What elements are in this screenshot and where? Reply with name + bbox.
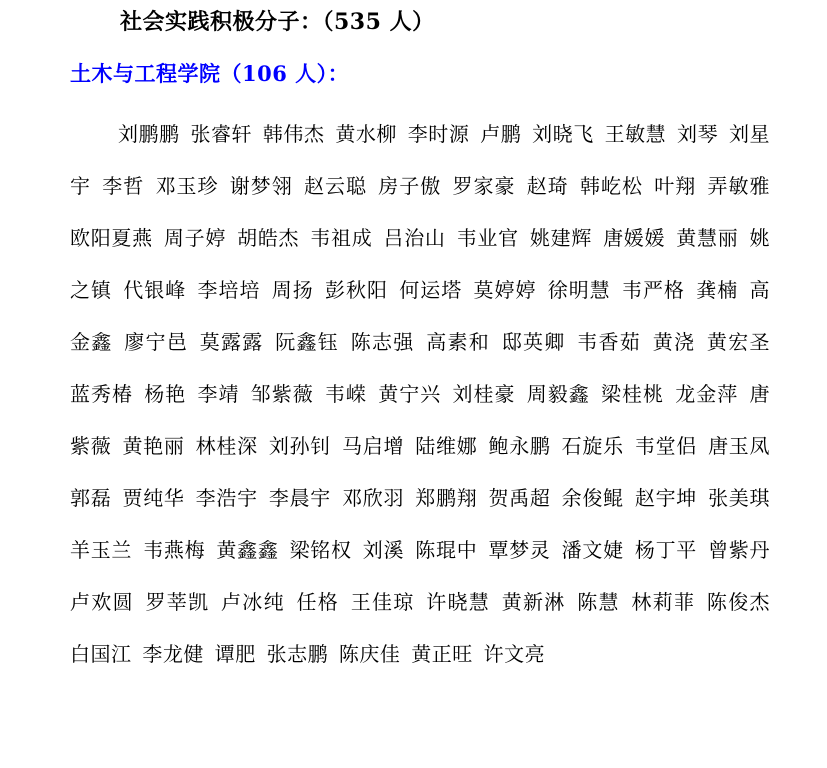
award-category-heading: 社会实践积极分子：（535 人） — [120, 9, 435, 35]
student-name-list: 刘鹏鹏 张睿轩 韩伟杰 黄水柳 李时源 卢鹏 刘晓飞 王敏慧 刘琴 刘星宇 李哲 邓玉珍 谢梦翎 赵云聪 房子傲 罗家豪 赵琦 韩屹松 叶翔 弄敏雅 欧阳夏燕 周子婷 胡皓杰 韦祖成 吕治山 韦业官 姚建辉 唐媛媛 黄慧丽 姚之镇 代银峰 李培培 周扬 彭秋阳 何运塔 莫婷婷 徐明慧 韦严格 龚楠 高金鑫 廖宁邑 莫露露 阮鑫钰 陈志强 高素和 邸英卿 韦香茹 黄浇 黄宏圣 蓝秀椿 杨艳 李靖 邹紫薇 韦嵘 黄宁兴 刘桂豪 周毅鑫 梁桂桃 龙金萍 唐紫薇 黄艳丽 林桂深 刘孙钊 马启增 陆维娜 鲍永鹏 石旋乐 韦堂侣 唐玉凤 郭磊 贾纯华 李浩宇 李晨宇 邓欣羽 郑鹏翔 贺禹超 余俊鲲 赵宇坤 张美琪 羊玉兰 韦燕梅 黄鑫鑫 梁铭权 刘溪 陈琨中 覃梦灵 潘文婕 杨丁平 曾紫丹 卢欢圆 罗莘凯 卢冰纯 任格 王佳琼 许晓慧 黄新淋 陈慧 林莉菲 陈俊杰 白国江 李龙健 谭肥 张志鹏 陈庆佳 黄正旺 许文亮 — [70, 122, 770, 666]
college-section-title: 土木与工程学院（106 人）： — [70, 61, 350, 86]
